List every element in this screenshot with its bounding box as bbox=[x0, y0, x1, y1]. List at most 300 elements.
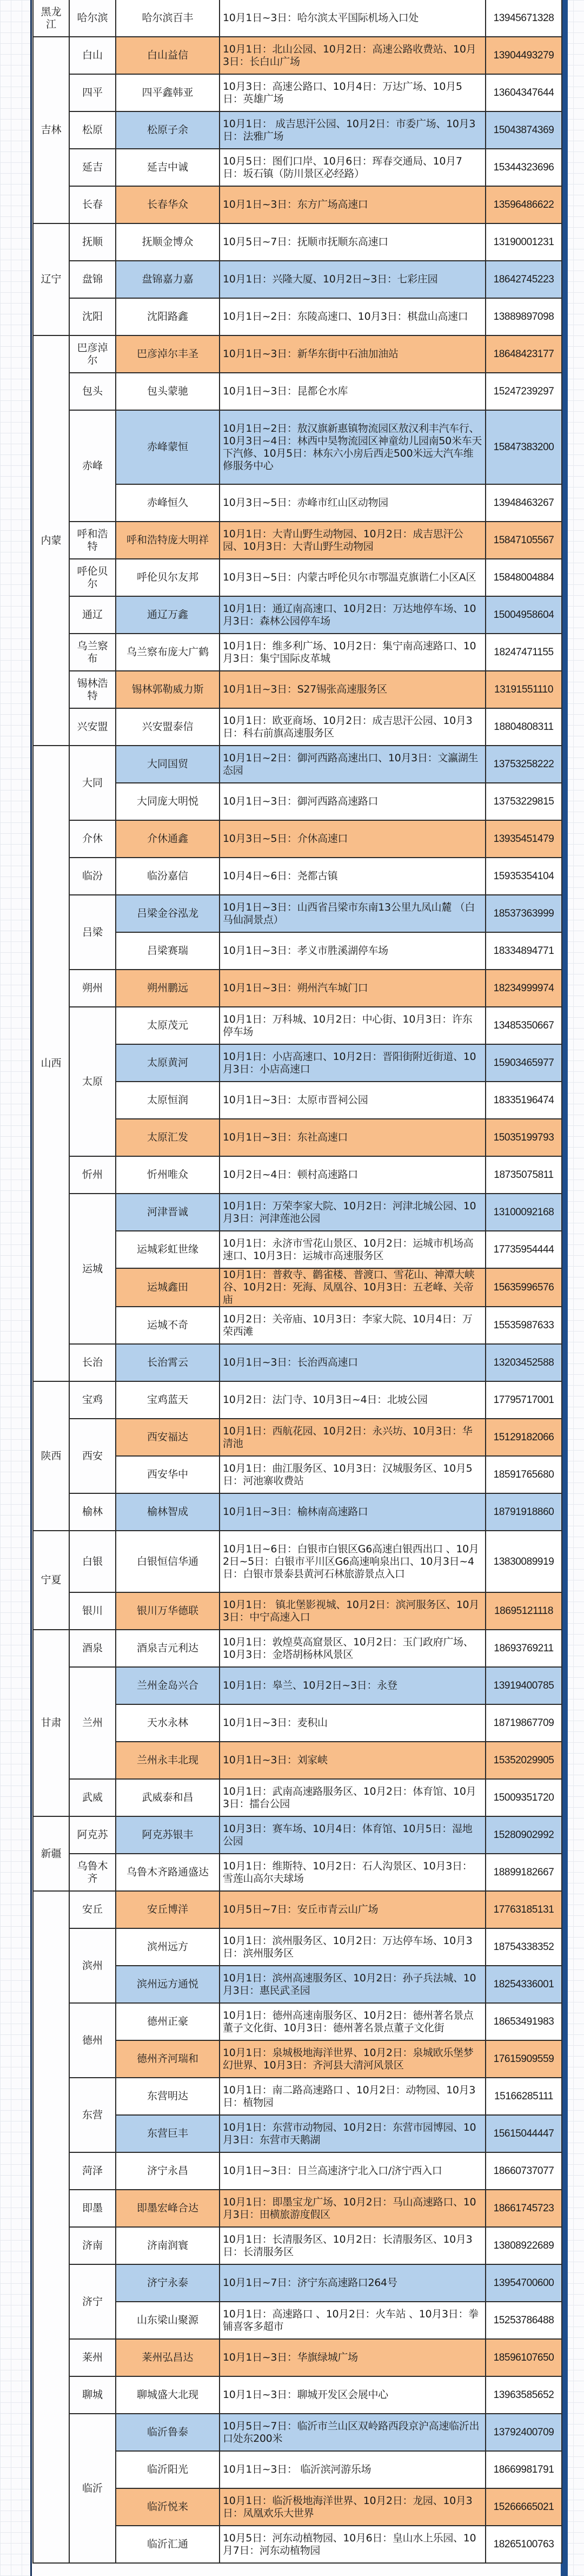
table-row bbox=[33, 373, 562, 410]
company-cell: 延吉中诚 bbox=[116, 149, 220, 186]
table-row bbox=[33, 1630, 562, 1667]
phone-cell: 18335196474 bbox=[486, 1082, 562, 1119]
city-cell: 德州 bbox=[69, 2003, 116, 2078]
schedule-cell: 10月1日~3日：榆林南高速路口 bbox=[220, 1493, 486, 1531]
schedule-cell: 10月1日：欧亚商场、10月2日：成吉思汗公园、10月3日：科右前旗高速服务区 bbox=[220, 708, 486, 746]
phone-cell: 18642745223 bbox=[486, 261, 562, 298]
phone-cell: 15615044447 bbox=[486, 2115, 562, 2152]
phone-cell: 15935354104 bbox=[486, 858, 562, 895]
table-row bbox=[33, 596, 562, 634]
company-cell: 乌兰察布庞大广鹤 bbox=[116, 634, 220, 671]
company-cell: 酒泉吉元利达 bbox=[116, 1630, 220, 1667]
company-cell: 四平鑫韩亚 bbox=[116, 74, 220, 111]
table-row bbox=[33, 1891, 562, 1928]
company-cell: 即墨宏峰合达 bbox=[116, 2190, 220, 2227]
phone-cell: 15535987633 bbox=[486, 1307, 562, 1344]
company-cell: 运城彩虹世缘 bbox=[116, 1231, 220, 1268]
province-cell: 宁夏 bbox=[33, 1531, 69, 1630]
phone-cell: 15129182066 bbox=[486, 1419, 562, 1456]
city-cell: 运城 bbox=[69, 1194, 116, 1344]
table-row bbox=[33, 186, 562, 223]
schedule-cell: 10月1日：万科城、10月2日：中心街、10月3日：许东停车场 bbox=[220, 1007, 486, 1044]
schedule-cell: 10月1日~3日：S27锡张高速服务区 bbox=[220, 671, 486, 708]
table-row bbox=[33, 111, 562, 149]
phone-cell: 15266665021 bbox=[486, 2488, 562, 2526]
city-cell: 滨州 bbox=[69, 1928, 116, 2003]
phone-cell: 13904493279 bbox=[486, 37, 562, 74]
schedule-cell: 10月1日：滨州服务区、10月2日：万达停车场、10月3日：滨州服务区 bbox=[220, 1928, 486, 1966]
city-cell: 抚顺 bbox=[69, 223, 116, 261]
phone-cell: 17615909559 bbox=[486, 2040, 562, 2078]
phone-cell: 18334894771 bbox=[486, 932, 562, 970]
company-cell: 聊城盛大北现 bbox=[116, 2376, 220, 2414]
table-row bbox=[33, 410, 562, 484]
schedule-cell: 10月1日~3日：山西省吕梁市东南13公里九凤山麓 （白马仙洞景点） bbox=[220, 895, 486, 932]
city-cell: 通辽 bbox=[69, 596, 116, 634]
company-cell: 滨州远方通悦 bbox=[116, 1966, 220, 2003]
phone-cell: 13830089919 bbox=[486, 1531, 562, 1592]
phone-cell: 18234999974 bbox=[486, 970, 562, 1007]
schedule-cell: 10月1日~6日：白银市白银区G6高速白银西出口 、10月2日~5日：白银市平川区G6高速响泉出口、10月3日~4日：白银市景泰县黄河石林旅游景点入口 bbox=[220, 1531, 486, 1592]
company-cell: 济宁永昌 bbox=[116, 2152, 220, 2190]
schedule-cell: 10月5日~7日：安丘市青云山广场 bbox=[220, 1891, 486, 1928]
city-cell: 银川 bbox=[69, 1592, 116, 1630]
schedule-cell: 10月1日~3日：日兰高速济宁北入口/济宁西入口 bbox=[220, 2152, 486, 2190]
city-cell: 大同 bbox=[69, 746, 116, 820]
city-cell: 济宁 bbox=[69, 2264, 116, 2339]
schedule-cell: 10月1日~2日：敖汉旗新惠镇物流园区敖汉利丰汽车行、10月3日~4日：林西中昊物流园区神童幼儿园南50米车天下汽修、10月5日：林东六小房后西走500米远大汽车维修服务中心 bbox=[220, 410, 486, 484]
schedule-cell: 10月1日~3日：太原市晋祠公园 bbox=[220, 1082, 486, 1119]
phone-cell: 13203452588 bbox=[486, 1344, 562, 1381]
phone-cell: 13604347644 bbox=[486, 74, 562, 111]
phone-cell: 18693769211 bbox=[486, 1630, 562, 1667]
phone-cell: 13753229815 bbox=[486, 783, 562, 820]
city-cell: 盘锦 bbox=[69, 261, 116, 298]
table-row bbox=[33, 1493, 562, 1531]
schedule-cell: 10月1日~3日：聊城开发区会展中心 bbox=[220, 2376, 486, 2414]
city-cell: 榆林 bbox=[69, 1493, 116, 1531]
schedule-cell: 10月1日~3日：东方广场高速口 bbox=[220, 186, 486, 223]
company-cell: 巴彦淖尔丰圣 bbox=[116, 335, 220, 373]
phone-cell: 13935451479 bbox=[486, 820, 562, 858]
city-cell: 乌兰察布 bbox=[69, 634, 116, 671]
city-cell: 巴彦淖尔 bbox=[69, 335, 116, 373]
company-cell: 白银恒信华通 bbox=[116, 1531, 220, 1592]
table-row bbox=[33, 671, 562, 708]
company-cell: 济宁永泰 bbox=[116, 2264, 220, 2302]
company-cell: 宝鸡蓝天 bbox=[116, 1381, 220, 1419]
phone-cell: 13963585652 bbox=[486, 2376, 562, 2414]
company-cell: 长春华众 bbox=[116, 186, 220, 223]
province-cell: 甘肃 bbox=[33, 1630, 69, 1816]
phone-cell: 13485350667 bbox=[486, 1007, 562, 1044]
province-cell: 内蒙 bbox=[33, 335, 69, 746]
city-cell: 东营 bbox=[69, 2078, 116, 2152]
schedule-cell: 10月3日：赛车场、10月4日：体育馆、10月5日：湿地公园 bbox=[220, 1816, 486, 1854]
city-cell: 西安 bbox=[69, 1419, 116, 1493]
schedule-cell: 10月1日：普救寺、鹳雀楼、普渡口、雪花山、神潭大峡谷、10月2日：死海、凤凰谷、10月3日：五老峰、关帝庙 bbox=[220, 1268, 486, 1307]
phone-cell: 15009351720 bbox=[486, 1779, 562, 1816]
schedule-cell: 10月1日：兴隆大厦、10月2日~3日：七彩庄园 bbox=[220, 261, 486, 298]
city-cell: 即墨 bbox=[69, 2190, 116, 2227]
phone-cell: 13596486622 bbox=[486, 186, 562, 223]
table-row bbox=[33, 74, 562, 111]
province-cell: 陕西 bbox=[33, 1381, 69, 1531]
schedule-cell: 10月1日：北山公园、10月2日：高速公路收费站、10月3日：长白山广场 bbox=[220, 37, 486, 74]
schedule-cell: 10月1日~2日：御河西路高速出口、10月3日：文瀛湖生态园 bbox=[220, 746, 486, 783]
company-cell: 西安华中 bbox=[116, 1456, 220, 1493]
table-row bbox=[33, 1816, 562, 1854]
company-cell: 临汾嘉信 bbox=[116, 858, 220, 895]
phone-cell: 18804808311 bbox=[486, 708, 562, 746]
schedule-cell: 10月1日： 镇北堡影视城、10月2日：滨河服务区、10月3日：中宁高速入口 bbox=[220, 1592, 486, 1630]
company-cell: 阿克苏银丰 bbox=[116, 1816, 220, 1854]
company-cell: 太原恒润 bbox=[116, 1082, 220, 1119]
city-cell: 乌鲁木齐 bbox=[69, 1854, 116, 1891]
city-cell: 忻州 bbox=[69, 1156, 116, 1194]
table-row bbox=[33, 1667, 562, 1704]
phone-cell: 15043874369 bbox=[486, 111, 562, 149]
phone-cell: 18265100763 bbox=[486, 2526, 562, 2563]
city-cell: 朔州 bbox=[69, 970, 116, 1007]
company-cell: 临沂阳光 bbox=[116, 2451, 220, 2488]
company-cell: 德州齐河瑞和 bbox=[116, 2040, 220, 2078]
city-cell: 四平 bbox=[69, 74, 116, 111]
schedule-cell: 10月1日~3日：哈尔滨太平国际机场入口处 bbox=[220, 0, 486, 37]
company-cell: 兰州永丰北现 bbox=[116, 1742, 220, 1779]
schedule-table bbox=[32, 0, 562, 2564]
company-cell: 武威泰和昌 bbox=[116, 1779, 220, 1816]
table-row bbox=[33, 895, 562, 932]
schedule-cell: 10月2日：法门寺、10月3日~4日：北坡公园 bbox=[220, 1381, 486, 1419]
table-row bbox=[33, 2152, 562, 2190]
city-cell: 哈尔滨 bbox=[69, 0, 116, 37]
table-row bbox=[33, 1854, 562, 1891]
company-cell: 兰州金岛兴合 bbox=[116, 1667, 220, 1704]
company-cell: 运城不奇 bbox=[116, 1307, 220, 1344]
table-row bbox=[33, 858, 562, 895]
table-row bbox=[33, 1007, 562, 1044]
phone-cell: 15903465977 bbox=[486, 1044, 562, 1082]
schedule-cell: 10月1日~3日：刘家峡 bbox=[220, 1742, 486, 1779]
phone-cell: 13954700600 bbox=[486, 2264, 562, 2302]
table-row bbox=[33, 2264, 562, 2302]
phone-cell: 18791918860 bbox=[486, 1493, 562, 1531]
schedule-cell: 10月1日：即墨宝龙广场、10月2日：马山高速路口、10月3日：田横旅游度假区 bbox=[220, 2190, 486, 2227]
phone-cell: 15848004884 bbox=[486, 559, 562, 596]
company-cell: 赤峰恒久 bbox=[116, 484, 220, 522]
table-row bbox=[33, 223, 562, 261]
city-cell: 吕梁 bbox=[69, 895, 116, 970]
schedule-cell: 10月1日~3日：长治西高速口 bbox=[220, 1344, 486, 1381]
phone-cell: 17763185131 bbox=[486, 1891, 562, 1928]
table-row bbox=[33, 1194, 562, 1231]
province-cell: 黑龙江 bbox=[33, 0, 69, 37]
city-cell: 兰州 bbox=[69, 1667, 116, 1779]
phone-cell: 18899182667 bbox=[486, 1854, 562, 1891]
table-row bbox=[33, 2078, 562, 2115]
phone-cell: 18648423177 bbox=[486, 335, 562, 373]
table-row bbox=[33, 149, 562, 186]
table-row bbox=[33, 2003, 562, 2040]
phone-cell: 18591765680 bbox=[486, 1456, 562, 1493]
city-cell: 锡林浩特 bbox=[69, 671, 116, 708]
company-cell: 包头蒙驰 bbox=[116, 373, 220, 410]
company-cell: 白山益信 bbox=[116, 37, 220, 74]
phone-cell: 15253786488 bbox=[486, 2302, 562, 2339]
company-cell: 莱州弘昌达 bbox=[116, 2339, 220, 2376]
schedule-cell: 10月1日：曲江服务区、10月3日：汉城服务区、10月5日：河池寨收费站 bbox=[220, 1456, 486, 1493]
phone-cell: 13919400785 bbox=[486, 1667, 562, 1704]
city-cell: 武威 bbox=[69, 1779, 116, 1816]
schedule-cell: 10月1日~7日：济宁东高速路口264号 bbox=[220, 2264, 486, 2302]
phone-cell: 15635996576 bbox=[486, 1268, 562, 1307]
company-cell: 临沂汇通 bbox=[116, 2526, 220, 2563]
phone-cell: 17795717001 bbox=[486, 1381, 562, 1419]
city-cell: 济南 bbox=[69, 2227, 116, 2264]
schedule-cell: 10月1日：皋兰、10月2日~3日：永登 bbox=[220, 1667, 486, 1704]
city-cell: 介休 bbox=[69, 820, 116, 858]
table-row bbox=[33, 970, 562, 1007]
schedule-cell: 10月5日：图们口岸、10月6日：珲春交通局、10月7日：坂石镇（防川景区必经路） bbox=[220, 149, 486, 186]
company-cell: 临沂悦来 bbox=[116, 2488, 220, 2526]
city-cell: 宝鸡 bbox=[69, 1381, 116, 1419]
phone-cell: 15344323696 bbox=[486, 149, 562, 186]
company-cell: 兴安盟泰信 bbox=[116, 708, 220, 746]
phone-cell: 13191551110 bbox=[486, 671, 562, 708]
schedule-cell: 10月1日：通辽南高速口、10月2日：万达地停车场、10月3日：森林公园停车场 bbox=[220, 596, 486, 634]
city-cell: 菏泽 bbox=[69, 2152, 116, 2190]
table-row bbox=[33, 335, 562, 373]
company-cell: 吕梁赛瑞 bbox=[116, 932, 220, 970]
phone-cell: 18247471155 bbox=[486, 634, 562, 671]
schedule-cell: 10月1日：东营市动物园、10月2日：东营市园博园、10月3日：东营市天鹅湖 bbox=[220, 2115, 486, 2152]
city-cell: 临汾 bbox=[69, 858, 116, 895]
schedule-cell: 10月1日：临沂极地海洋世界、10月2日：龙园、10月3日：凤凰欢乐大世界 bbox=[220, 2488, 486, 2526]
schedule-cell: 10月1日~2日：东陵高速口、10月3日：棋盘山高速口 bbox=[220, 298, 486, 335]
schedule-cell: 10月1日：西航花园、10月2日：永兴坊、10月3日：华清池 bbox=[220, 1419, 486, 1456]
company-cell: 呼和浩特庞大明祥 bbox=[116, 522, 220, 559]
schedule-cell: 10月3日~5日：赤峰市红山区动物园 bbox=[220, 484, 486, 522]
company-cell: 忻州唯众 bbox=[116, 1156, 220, 1194]
city-cell: 包头 bbox=[69, 373, 116, 410]
phone-cell: 13792400709 bbox=[486, 2414, 562, 2451]
schedule-cell: 10月1日：万荣李家大院、10月2日：河津北城公园、10月3日：河津莲池公园 bbox=[220, 1194, 486, 1231]
phone-cell: 18735075811 bbox=[486, 1156, 562, 1194]
table-row bbox=[33, 559, 562, 596]
phone-cell: 13889897098 bbox=[486, 298, 562, 335]
company-cell: 银川万华德联 bbox=[116, 1592, 220, 1630]
phone-cell: 18695121118 bbox=[486, 1592, 562, 1630]
province-cell bbox=[33, 1891, 69, 2563]
schedule-cell: 10月1日：小店高速口、10月2日：晋阳街附近街道、10月3日：小店高速口 bbox=[220, 1044, 486, 1082]
schedule-cell: 10月5日~7日：抚顺市抚顺东高速口 bbox=[220, 223, 486, 261]
city-cell: 太原 bbox=[69, 1007, 116, 1156]
city-cell: 松原 bbox=[69, 111, 116, 149]
schedule-cell: 10月1日：武南高速路服务区、10月2日：体育馆、10月3日：擂台公园 bbox=[220, 1779, 486, 1816]
city-cell: 呼伦贝尔 bbox=[69, 559, 116, 596]
company-cell: 太原茂元 bbox=[116, 1007, 220, 1044]
schedule-cell: 10月2日~4日：顿村高速路口 bbox=[220, 1156, 486, 1194]
schedule-cell: 10月1日： 成吉思汗公园、10月2日：市委广场、10月3日：法雅广场 bbox=[220, 111, 486, 149]
phone-cell: 15035199793 bbox=[486, 1119, 562, 1156]
schedule-cell: 10月1日~3日：新华东街中石油加油站 bbox=[220, 335, 486, 373]
company-cell: 吕梁金谷泓龙 bbox=[116, 895, 220, 932]
schedule-cell: 10月1日：永济市雪花山景区、10月2日：运城市机场高速口、10月3日：运城市高速服务区 bbox=[220, 1231, 486, 1268]
phone-cell: 13948463267 bbox=[486, 484, 562, 522]
schedule-cell: 10月1日：大青山野生动物园、10月2日：成吉思汗公园、10月3日：大青山野生动物园 bbox=[220, 522, 486, 559]
phone-cell: 15847105567 bbox=[486, 522, 562, 559]
table-row bbox=[33, 2190, 562, 2227]
table-row bbox=[33, 2376, 562, 2414]
company-cell: 乌鲁木齐路通盛达 bbox=[116, 1854, 220, 1891]
phone-cell: 13190001231 bbox=[486, 223, 562, 261]
company-cell: 哈尔滨百丰 bbox=[116, 0, 220, 37]
city-cell: 白山 bbox=[69, 37, 116, 74]
phone-cell: 17735954444 bbox=[486, 1231, 562, 1268]
company-cell: 大同庞大明悦 bbox=[116, 783, 220, 820]
table-row bbox=[33, 708, 562, 746]
company-cell: 运城鑫田 bbox=[116, 1268, 220, 1307]
company-cell: 赤峰蒙恒 bbox=[116, 410, 220, 484]
phone-cell: 18653491983 bbox=[486, 2003, 562, 2040]
company-cell: 抚顺金博众 bbox=[116, 223, 220, 261]
schedule-cell: 10月1日~3日：麦积山 bbox=[220, 1704, 486, 1742]
table-row bbox=[33, 1156, 562, 1194]
schedule-cell: 10月5日~7日：临沂市兰山区双岭路西段京沪高速临沂出口处东200米 bbox=[220, 2414, 486, 2451]
schedule-cell: 10月1日：滨州高速服务区、10月2日：孙子兵法城、10月3日：惠民武圣园 bbox=[220, 1966, 486, 2003]
schedule-cell: 10月1日：长清服务区、10月2日：长清服务区、10月3日：长清服务区 bbox=[220, 2227, 486, 2264]
company-cell: 长治霄云 bbox=[116, 1344, 220, 1381]
company-cell: 山东梁山聚源 bbox=[116, 2302, 220, 2339]
phone-cell: 15004958604 bbox=[486, 596, 562, 634]
city-cell: 莱州 bbox=[69, 2339, 116, 2376]
province-cell: 吉林 bbox=[33, 37, 69, 223]
phone-cell: 13100092168 bbox=[486, 1194, 562, 1231]
schedule-cell: 10月1日：敦煌莫高窟景区、10月2日：玉门政府广场、10月3日：金塔胡杨林风景区 bbox=[220, 1630, 486, 1667]
schedule-cell: 10月3日：高速公路口、10月4日：万达广场、10月5日：英雄广场 bbox=[220, 74, 486, 111]
company-cell: 大同国贸 bbox=[116, 746, 220, 783]
company-cell: 天水永林 bbox=[116, 1704, 220, 1742]
table-row bbox=[33, 1531, 562, 1592]
phone-cell: 18254336001 bbox=[486, 1966, 562, 2003]
phone-cell: 13808922689 bbox=[486, 2227, 562, 2264]
city-cell: 长春 bbox=[69, 186, 116, 223]
city-cell: 安丘 bbox=[69, 1891, 116, 1928]
company-cell: 滨州远方 bbox=[116, 1928, 220, 1966]
company-cell: 呼伦贝尔友邦 bbox=[116, 559, 220, 596]
schedule-cell: 10月3日~5日：内蒙古呼伦贝尔市鄂温克旗谐仁小区A区 bbox=[220, 559, 486, 596]
phone-cell: 15166285111 bbox=[486, 2078, 562, 2115]
table-row bbox=[33, 1779, 562, 1816]
schedule-cell: 10月1日：维斯特、10月2日：石人沟景区、10月3日：雪莲山高尔夫球场 bbox=[220, 1854, 486, 1891]
city-cell: 长治 bbox=[69, 1344, 116, 1381]
schedule-cell: 10月1日：泉城极地海洋世界、10月2日：泉城欧乐堡梦幻世界、10月3日：齐河县大清河风景区 bbox=[220, 2040, 486, 2078]
phone-cell: 15280902992 bbox=[486, 1816, 562, 1854]
company-cell: 太原汇发 bbox=[116, 1119, 220, 1156]
table-row bbox=[33, 2414, 562, 2451]
schedule-cell: 10月2日：关帝庙、10月3日：李家大院、10月4日：万荣西滩 bbox=[220, 1307, 486, 1344]
schedule-cell: 10月1日~3日：孝义市胜溪湖停车场 bbox=[220, 932, 486, 970]
table-row bbox=[33, 746, 562, 783]
company-cell: 介休通鑫 bbox=[116, 820, 220, 858]
table-row bbox=[33, 1592, 562, 1630]
schedule-cell: 10月1日~3日：御河西路高速路口 bbox=[220, 783, 486, 820]
company-cell: 河津晋诚 bbox=[116, 1194, 220, 1231]
company-cell: 锡林郭勒威力斯 bbox=[116, 671, 220, 708]
city-cell: 白银 bbox=[69, 1531, 116, 1592]
company-cell: 松原子余 bbox=[116, 111, 220, 149]
phone-cell: 18719867709 bbox=[486, 1704, 562, 1742]
table-row bbox=[33, 634, 562, 671]
city-cell: 呼和浩特 bbox=[69, 522, 116, 559]
schedule-cell: 10月1日~3日：华旗绿城广场 bbox=[220, 2339, 486, 2376]
company-cell: 通辽万鑫 bbox=[116, 596, 220, 634]
table-row bbox=[33, 298, 562, 335]
table-row bbox=[33, 2339, 562, 2376]
province-cell: 辽宁 bbox=[33, 223, 69, 335]
schedule-cell: 10月1日：高速路口 、10月2日：火车站 、10月3日：拳铺喜客多超市 bbox=[220, 2302, 486, 2339]
table-row bbox=[33, 1381, 562, 1419]
phone-cell: 15352029905 bbox=[486, 1742, 562, 1779]
province-cell: 新疆 bbox=[33, 1816, 69, 1891]
company-cell: 朔州鹏远 bbox=[116, 970, 220, 1007]
schedule-cell: 10月1日：南二路高速路口 、10月2日：动物园、10月3日：植物园 bbox=[220, 2078, 486, 2115]
table-row bbox=[33, 820, 562, 858]
company-cell: 沈阳路鑫 bbox=[116, 298, 220, 335]
table-row bbox=[33, 1928, 562, 1966]
phone-cell: 18754338352 bbox=[486, 1928, 562, 1966]
table-row bbox=[33, 522, 562, 559]
schedule-cell: 10月1日~3日：昆都仑水库 bbox=[220, 373, 486, 410]
schedule-cell: 10月1日~3日：朔州汽车城门口 bbox=[220, 970, 486, 1007]
phone-cell: 18660737077 bbox=[486, 2152, 562, 2190]
schedule-cell: 10月1日~3日：东社高速口 bbox=[220, 1119, 486, 1156]
phone-cell: 15847383200 bbox=[486, 410, 562, 484]
phone-cell: 18537363999 bbox=[486, 895, 562, 932]
table-row bbox=[33, 1419, 562, 1456]
phone-cell: 18669981791 bbox=[486, 2451, 562, 2488]
schedule-cell: 10月1日：德州高速南服务区、10月2日：德州著名景点董子文化街、10月3日：德州著名景点董子文化街 bbox=[220, 2003, 486, 2040]
city-cell: 沈阳 bbox=[69, 298, 116, 335]
company-cell: 东营明达 bbox=[116, 2078, 220, 2115]
city-cell: 延吉 bbox=[69, 149, 116, 186]
company-cell: 东营巨丰 bbox=[116, 2115, 220, 2152]
province-cell: 山西 bbox=[33, 746, 69, 1381]
schedule-cell: 10月1日：维多利广场、10月2日：集宁南高速路口、10月3日：集宁国际皮革城 bbox=[220, 634, 486, 671]
table-row bbox=[33, 37, 562, 74]
city-cell: 阿克苏 bbox=[69, 1816, 116, 1854]
company-cell: 安丘博洋 bbox=[116, 1891, 220, 1928]
company-cell: 榆林智成 bbox=[116, 1493, 220, 1531]
schedule-cell: 10月1日~3日： 临沂滨河游乐场 bbox=[220, 2451, 486, 2488]
city-cell: 聊城 bbox=[69, 2376, 116, 2414]
phone-cell: 13945671328 bbox=[486, 0, 562, 37]
company-cell: 盘锦嘉力嘉 bbox=[116, 261, 220, 298]
company-cell: 德州正豪 bbox=[116, 2003, 220, 2040]
company-cell: 济南润寰 bbox=[116, 2227, 220, 2264]
city-cell: 赤峰 bbox=[69, 410, 116, 522]
phone-cell: 15247239297 bbox=[486, 373, 562, 410]
table-row bbox=[33, 0, 562, 37]
city-cell: 兴安盟 bbox=[69, 708, 116, 746]
phone-cell: 18596107650 bbox=[486, 2339, 562, 2376]
schedule-cell: 10月5日：河东动植物园、10月6日：皇山水上乐园、10月7日：河东动植物园 bbox=[220, 2526, 486, 2563]
schedule-table-body bbox=[33, 0, 562, 2563]
city-cell: 酒泉 bbox=[69, 1630, 116, 1667]
phone-cell: 13753258222 bbox=[486, 746, 562, 783]
company-cell: 临沂鲁泰 bbox=[116, 2414, 220, 2451]
